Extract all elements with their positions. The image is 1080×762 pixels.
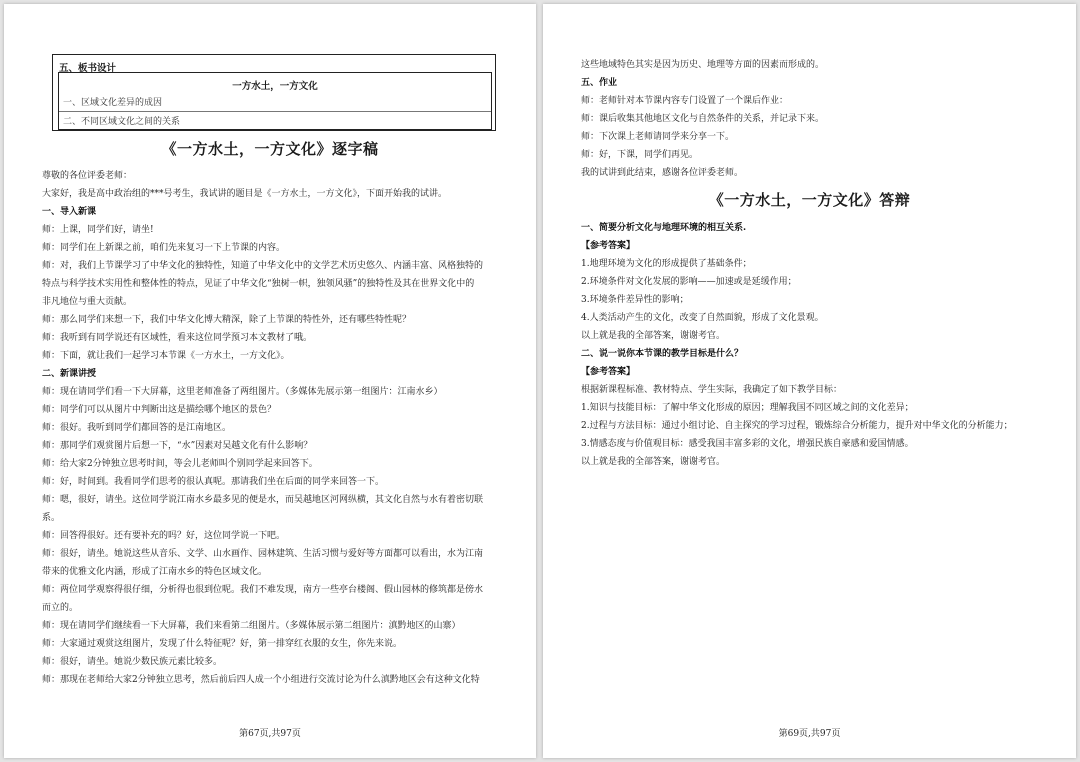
board-design-title: 一方水土，一方文化 bbox=[232, 81, 318, 92]
board-design-line-2: 二、不同区域文化之间的关系 bbox=[63, 117, 181, 127]
text-line: 师：那同学们观赏图片后想一下，“水”因素对吴越文化有什么影响？ bbox=[42, 441, 313, 451]
text-line: 师：给大家2分钟独立思考时间，等会儿老师叫个别同学起来回答下。 bbox=[42, 459, 318, 469]
text-line: 3.环境条件差异性的影响； bbox=[581, 295, 689, 305]
section-heading: 【参考答案】 bbox=[581, 241, 636, 251]
board-design-heading: 五、板书设计 bbox=[59, 63, 117, 74]
text-line: 师：好，时间到。我看同学们思考的很认真呢。那请我们坐在后面的同学来回答一下。 bbox=[42, 477, 385, 487]
section-heading: 二、新课讲授 bbox=[42, 369, 97, 379]
text-line: 带来的优雅文化内涵，形成了江南水乡的特色区域文化。 bbox=[42, 567, 268, 577]
page-number-footer: 第67页,共97页 bbox=[239, 729, 301, 739]
section-heading: 二、说一说你本节课的教学目标是什么？ bbox=[581, 349, 744, 359]
text-line: 2.环境条件对文化发展的影响——加速或是延缓作用； bbox=[581, 277, 797, 287]
transcript-title: 《一方水土，一方文化》逐字稿 bbox=[161, 140, 379, 158]
document-page-left bbox=[4, 4, 536, 758]
text-line: 1.地理环境为文化的形成提供了基础条件； bbox=[581, 259, 752, 269]
text-line: 师：下面，就让我们一起学习本节课《一方水土，一方文化》。 bbox=[42, 351, 290, 361]
board-design-inner-box bbox=[58, 72, 492, 130]
section-heading: 一、导入新课 bbox=[42, 207, 97, 217]
section-heading: 一、简要分析文化与地理环境的相互关系. bbox=[581, 223, 747, 233]
text-line: 以上就是我的全部答案，谢谢考官。 bbox=[581, 457, 726, 467]
text-line: 师：很好，请坐。她说少数民族元素比较多。 bbox=[42, 657, 223, 667]
document-page-right bbox=[543, 4, 1076, 758]
text-line: 大家好，我是高中政治组的***号考生，我试讲的题目是《一方水土，一方文化》，下面开始我的试讲。 bbox=[42, 189, 448, 199]
text-line: 师：嗯，很好，请坐。这位同学说江南水乡最多见的便是水，而吴越地区河网纵横，其文化自然与水有着密切联 bbox=[42, 495, 484, 505]
text-line: 师：回答得很好。还有要补充的吗？好，这位同学说一下吧。 bbox=[42, 531, 286, 541]
section-heading: 五、作业 bbox=[581, 78, 618, 88]
text-line: 以上就是我的全部答案，谢谢考官。 bbox=[581, 331, 726, 341]
text-line: 师：老师针对本节课内容专门设置了一个课后作业： bbox=[581, 96, 789, 106]
text-line: 师：我听到有同学说还有区域性，看来这位同学预习本文教材了哦。 bbox=[42, 333, 313, 343]
text-line: 而立的。 bbox=[42, 603, 79, 613]
transcript-body bbox=[42, 167, 506, 689]
text-line: 师：上课，同学们好，请坐! bbox=[42, 225, 154, 235]
text-line: 师：好，下课，同学们再见。 bbox=[581, 150, 699, 160]
defense-title: 《一方水土，一方文化》答辩 bbox=[708, 191, 911, 209]
page-number-footer: 第69页,共97页 bbox=[778, 729, 841, 739]
text-line: 2.过程与方法目标：通过小组讨论、自主探究的学习过程，锻炼综合分析能力，提升对中华文化的分析能力； bbox=[581, 421, 1013, 431]
section-heading: 【参考答案】 bbox=[581, 367, 636, 377]
text-line: 非凡地位与重大贡献。 bbox=[42, 297, 133, 307]
board-design-divider bbox=[59, 111, 491, 112]
text-line: 师：那么同学们来想一下，我们中华文化博大精深，除了上节课的特性外，还有哪些特性呢？ bbox=[42, 315, 412, 325]
text-line: 师：大家通过观赏这组图片，发现了什么特征呢？好，第一排穿红衣服的女生，你先来说。 bbox=[42, 639, 403, 649]
defense-body bbox=[581, 219, 1042, 471]
text-line: 师：同学们在上新课之前，咱们先来复习一下上节课的内容。 bbox=[42, 243, 286, 253]
text-line: 系。 bbox=[42, 513, 61, 523]
text-line: 这些地域特色其实是因为历史、地理等方面的因素而形成的。 bbox=[581, 60, 825, 70]
text-line: 1.知识与技能目标：了解中华文化形成的原因；理解我国不同区域之间的文化差异； bbox=[581, 403, 914, 413]
text-line: 4.人类活动产生的文化，改变了自然面貌，形成了文化景观。 bbox=[581, 313, 824, 323]
text-line: 根据新课程标准、教材特点、学生实际，我确定了如下教学目标： bbox=[581, 385, 843, 395]
text-line: 师：很好。我听到同学们都回答的是江南地区。 bbox=[42, 423, 232, 433]
text-line: 师：下次课上老师请同学来分享一下。 bbox=[581, 132, 735, 142]
board-design-line-1: 一、区域文化差异的成因 bbox=[63, 98, 163, 108]
text-line: 师：那现在老师给大家2分钟独立思考，然后前后四人成一个小组进行交流讨论为什么滇黔地区会有这种文化特 bbox=[42, 675, 480, 685]
board-design-box bbox=[52, 54, 496, 131]
text-line: 特点与科学技术实用性和整体性的特点，见证了中华文化“独树一帜，独领风骚”的独特性及其在世界文化中的 bbox=[42, 279, 475, 289]
text-line: 师：对，我们上节课学习了中华文化的独特性，知道了中华文化中的文学艺术历史悠久、内涵丰富、风格独特的 bbox=[42, 261, 484, 271]
text-line: 我的试讲到此结束，感谢各位评委老师。 bbox=[581, 168, 744, 178]
text-line: 师：两位同学观察得很仔细，分析得也很到位呢。我们不难发现，南方一些亭台楼阁、假山园林的修筑都是傍水 bbox=[42, 585, 484, 595]
text-line: 师：课后收集其他地区文化与自然条件的关系，并记录下来。 bbox=[581, 114, 825, 124]
text-line: 师：现在请同学们继续看一下大屏幕，我们来看第二组图片。（多媒体展示第二组图片：滇黔地区的山寨） bbox=[42, 621, 461, 631]
text-line: 师：很好，请坐。她说这些从音乐、文学、山水画作、园林建筑、生活习惯与爱好等方面都可以看出，水为江南 bbox=[42, 549, 484, 559]
text-line: 尊敬的各位评委老师： bbox=[42, 171, 133, 181]
text-line: 3.情感态度与价值观目标：感受我国丰富多彩的文化，增强民族自豪感和爱国情感。 bbox=[581, 439, 914, 449]
text-line: 师：同学们可以从图片中判断出这是描绘哪个地区的景色？ bbox=[42, 405, 277, 415]
text-line: 师：现在请同学们看一下大屏幕，这里老师准备了两组图片。（多媒体先展示第一组图片：江南水乡） bbox=[42, 387, 443, 397]
transcript-continuation bbox=[581, 56, 1046, 182]
